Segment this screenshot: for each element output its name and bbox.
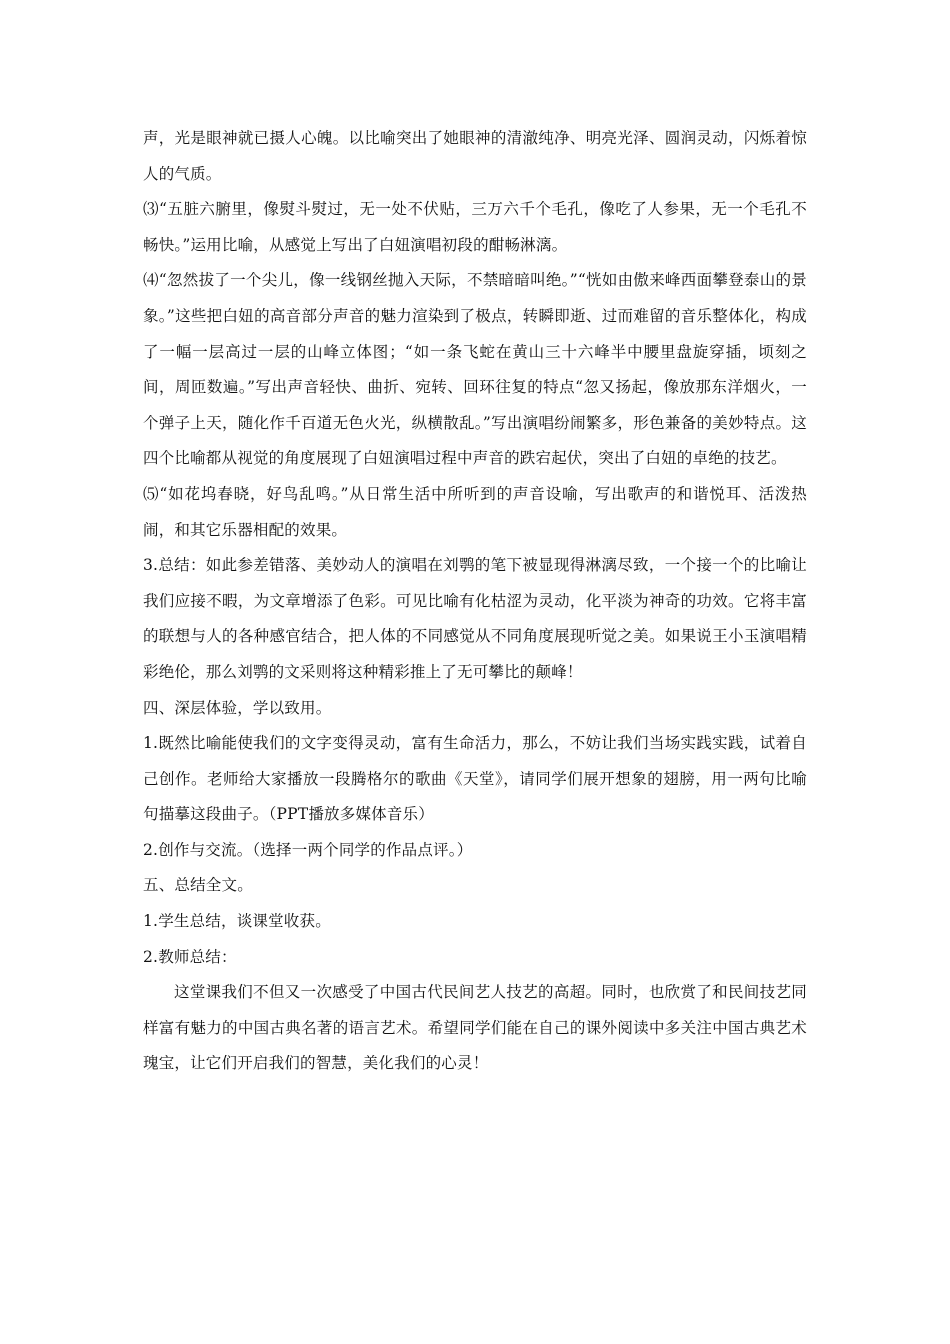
paragraph-practice-1: 1.既然比喻能使我们的文字变得灵动，富有生命活力，那么，不妨让我们当场实践实践，试着自己创作。老师给大家播放一段腾格尔的歌曲《天堂》，请同学们展开想象的翅膀，用一两句比喻句描摹这段曲子。（PPT播放多媒体音乐） [143,734,807,824]
paragraph-summary: 3.总结：如此参差错落、美妙动人的演唱在刘鹗的笔下被显现得淋漓尽致，一个接一个的比喻让我们应接不暇，为文章增添了色彩。可见比喻有化枯涩为灵动，化平淡为神奇的功效。它将丰富的联想与人的各种感官结合，把人体的不同感觉从不同角度展现听觉之美。如果说王小玉演唱精彩绝伦，那么刘鹗的文采则将这种精彩推上了无可攀比的颠峰！ [143,556,807,681]
paragraph-conclusion-1: 1.学生总结，谈课堂收获。 [143,912,331,931]
paragraph-teacher-summary: 这堂课我们不但又一次感受了中国古代民间艺人技艺的高超。同时，也欣赏了和民间技艺同样富有魅力的中国古典名著的语言艺术。希望同学们能在自己的课外阅读中多关注中国古典艺术瑰宝，让它们开启我们的智慧，美化我们的心灵！ [143,983,807,1073]
paragraph-practice-2: 2.创作与交流。（选择一两个同学的作品点评。） [143,840,473,859]
paragraph-simile-eyes: 声，光是眼神就已摄人心魄。以比喻突出了她眼神的清澈纯净、明亮光泽、圆润灵动，闪烁着惊人的气质。 [143,129,807,183]
paragraph-item-3: ⑶“五脏六腑里，像熨斗熨过，无一处不伏贴，三万六千个毛孔，像吃了人参果，无一个毛孔不畅快。”运用比喻，从感觉上写出了白妞演唱初段的酣畅淋漓。 [143,200,807,254]
section-heading-5: 五、总结全文。 [143,876,253,895]
document-body [143,121,807,1082]
section-heading-4: 四、深层体验，学以致用。 [143,698,332,717]
paragraph-item-4: ⑷“忽然拔了一个尖儿，像一线钢丝抛入天际，不禁暗暗叫绝。”“恍如由傲来峰西面攀登泰山的景象。”这些把白妞的高音部分声音的魅力渲染到了极点，转瞬即逝、过而难留的音乐整体化，构成了一幅一层高过一层的山峰立体图；“如一条飞蛇在黄山三十六峰半中腰里盘旋穿插，顷刻之间，周匝数遍。”写出声音轻快、曲折、宛转、回环往复的特点“忽又扬起，像放那东洋烟火，一个弹子上天，随化作千百道无色火光，纵横散乱。”写出演唱纷闹繁多，形色兼备的美妙特点。这四个比喻都从视觉的角度展现了白妞演唱过程中声音的跌宕起伏，突出了白妞的卓绝的技艺。 [143,271,807,468]
paragraph-item-5: ⑸“如花坞春晓，好鸟乱鸣。”从日常生活中所听到的声音设喻，写出歌声的和谐悦耳、活泼热闹，和其它乐器相配的效果。 [143,484,807,539]
paragraph-conclusion-2: 2.教师总结： [143,947,237,966]
